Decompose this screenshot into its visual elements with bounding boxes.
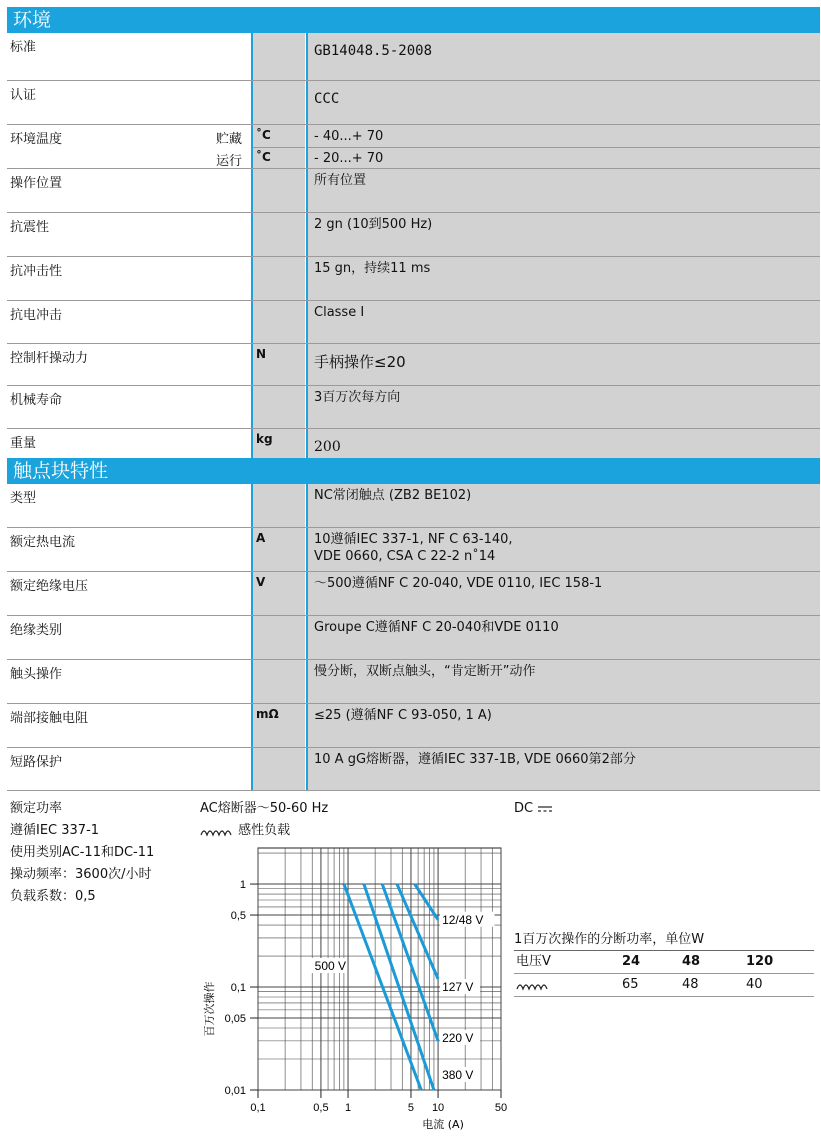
row-unit: A bbox=[251, 528, 305, 571]
power-table-header-cell: 120 bbox=[746, 954, 774, 969]
y-axis-label: 百万次操作 bbox=[203, 981, 216, 1037]
row-label: 控制杆操动力 bbox=[10, 351, 89, 366]
dc-label-text: DC bbox=[514, 801, 534, 816]
sub-value: - 20...+ 70 bbox=[314, 151, 384, 166]
row-value-line: Groupe C遵循NF C 20-040和VDE 0110 bbox=[314, 620, 559, 635]
row-label: 操作位置 bbox=[10, 176, 63, 191]
row-value bbox=[306, 528, 820, 571]
contact-row bbox=[7, 484, 820, 528]
x-tick-label: 10 bbox=[431, 1102, 445, 1114]
row-label: 标准 bbox=[10, 40, 37, 55]
row-label: 认证 bbox=[10, 88, 37, 103]
row-label: 抗电冲击 bbox=[10, 308, 63, 323]
row-value: Classe I bbox=[306, 301, 820, 343]
power-table-cell: 40 bbox=[746, 977, 763, 992]
y-tick-label: 0,01 bbox=[224, 1085, 246, 1097]
row-value bbox=[306, 660, 820, 703]
row-value: CCC bbox=[306, 81, 820, 124]
row-label: 额定热电流 bbox=[10, 535, 76, 550]
row-unit bbox=[251, 257, 305, 300]
row-value bbox=[306, 704, 820, 747]
row-value bbox=[306, 748, 820, 790]
contact-row bbox=[7, 748, 820, 791]
x-tick-label: 5 bbox=[407, 1102, 415, 1114]
y-tick-label: 0,05 bbox=[224, 1013, 246, 1026]
row-value-line: 10 A gG熔断器，遵循IEC 337-1B, VDE 0660第2部分 bbox=[314, 752, 636, 767]
row-value bbox=[306, 484, 820, 527]
row-label: 触头操作 bbox=[10, 667, 63, 682]
power-table-header-cell: 24 bbox=[622, 954, 641, 969]
section-header-environment bbox=[7, 7, 820, 33]
power-table-data-row bbox=[514, 974, 814, 997]
env-row bbox=[7, 386, 820, 429]
rating-line: 使用类别AC-11和DC-11 bbox=[10, 845, 155, 860]
x-tick-label: 50 bbox=[494, 1102, 508, 1114]
x-tick-label: 0,5 bbox=[313, 1102, 329, 1114]
breaking-power-table bbox=[514, 930, 814, 997]
sub-unit: ˚C bbox=[256, 150, 271, 164]
row-label: 类型 bbox=[10, 491, 37, 506]
dc-symbol-icon bbox=[537, 804, 553, 814]
series-label: 127 V bbox=[442, 980, 474, 995]
breaking-life-chart bbox=[195, 840, 510, 1135]
row-label-text: 环境温度 bbox=[10, 132, 63, 147]
series-label: 220 V bbox=[442, 1030, 474, 1045]
row-value: GB14048.5-2008 bbox=[306, 33, 820, 80]
row-value bbox=[306, 572, 820, 615]
power-table-title: 1百万次操作的分断功率，单位W bbox=[514, 930, 814, 951]
rating-line: 遵循IEC 337-1 bbox=[10, 823, 100, 838]
section-title: 触点块特性 bbox=[13, 460, 109, 482]
row-label: 端部接触电阻 bbox=[10, 711, 89, 726]
row-value bbox=[306, 616, 820, 659]
inductive-load-label bbox=[200, 820, 290, 842]
sub-divider bbox=[308, 147, 820, 148]
row-value: 3百万次每方向 bbox=[306, 386, 820, 428]
row-value: 200 bbox=[306, 429, 820, 469]
row-unit bbox=[251, 213, 305, 256]
row-value-line: VDE 0660, CSA C 22-2 n˚14 bbox=[314, 549, 496, 564]
sub-label: 运行 bbox=[215, 154, 242, 169]
sub-label: 贮藏 bbox=[215, 132, 242, 147]
row-unit bbox=[251, 125, 305, 168]
ac-title bbox=[200, 798, 328, 820]
x-axis-label: 电流 (A) bbox=[422, 1118, 464, 1131]
row-value-line: ≤25 (遵循NF C 93-050, 1 A) bbox=[314, 708, 492, 723]
y-tick-label: 0,5 bbox=[230, 910, 246, 923]
row-unit bbox=[251, 81, 305, 124]
row-unit: kg bbox=[251, 429, 305, 469]
rating-text bbox=[10, 798, 154, 908]
row-value: 2 gn (10到500 Hz) bbox=[306, 213, 820, 256]
sub-divider bbox=[253, 147, 305, 148]
y-tick-label: 1 bbox=[239, 879, 246, 892]
inductive-load-text: 感性负载 bbox=[238, 823, 291, 838]
x-tick-label: 0,1 bbox=[250, 1102, 266, 1114]
row-value-line: 〜500遵循NF C 20-040, VDE 0110, IEC 158-1 bbox=[314, 576, 603, 591]
row-value bbox=[306, 125, 820, 168]
series-label: 12/48 V bbox=[442, 912, 484, 927]
env-row bbox=[7, 301, 820, 344]
series-label: 380 V bbox=[442, 1067, 474, 1082]
env-row bbox=[7, 169, 820, 213]
inductive-coil-icon bbox=[516, 974, 550, 996]
section-title: 环境 bbox=[13, 9, 52, 31]
row-unit bbox=[251, 301, 305, 343]
env-row bbox=[7, 33, 820, 81]
row-label bbox=[7, 125, 250, 168]
row-unit bbox=[251, 33, 305, 80]
section-header-contacts bbox=[7, 458, 820, 484]
row-label: 额定绝缘电压 bbox=[10, 579, 89, 594]
series-label: 500 V bbox=[314, 959, 347, 974]
power-table-voltage-label: 电压V bbox=[516, 954, 551, 969]
env-row bbox=[7, 213, 820, 257]
contact-row bbox=[7, 660, 820, 704]
row-label: 短路保护 bbox=[10, 755, 63, 770]
row-unit: mΩ bbox=[251, 704, 305, 747]
row-label: 绝缘类别 bbox=[10, 623, 63, 638]
env-row bbox=[7, 344, 820, 386]
row-unit: N bbox=[251, 344, 305, 385]
row-unit bbox=[251, 386, 305, 428]
rating-line: 负载系数：0,5 bbox=[10, 889, 96, 904]
row-unit bbox=[251, 748, 305, 790]
contact-row bbox=[7, 528, 820, 572]
row-label: 抗震性 bbox=[10, 220, 50, 235]
x-tick-label: 1 bbox=[344, 1102, 352, 1114]
dc-label bbox=[514, 798, 553, 820]
row-unit bbox=[251, 484, 305, 527]
power-table-header-cell: 48 bbox=[682, 954, 701, 969]
inductive-coil-icon bbox=[200, 825, 234, 837]
contact-row bbox=[7, 704, 820, 748]
rating-line: 额定功率 bbox=[10, 801, 63, 816]
row-label: 抗冲击性 bbox=[10, 264, 63, 279]
row-value: 15 gn，持续11 ms bbox=[306, 257, 820, 300]
row-unit bbox=[251, 616, 305, 659]
rating-line: 操动频率：3600次/小时 bbox=[10, 867, 152, 882]
row-value-line: 10遵循IEC 337-1, NF C 63-140, bbox=[314, 532, 513, 547]
row-label: 机械寿命 bbox=[10, 393, 63, 408]
env-row bbox=[7, 257, 820, 301]
row-value: 手柄操作≤20 bbox=[306, 344, 820, 385]
contact-row bbox=[7, 572, 820, 616]
sub-unit: ˚C bbox=[256, 128, 271, 142]
env-row bbox=[7, 81, 820, 125]
contact-row bbox=[7, 616, 820, 660]
y-tick-label: 0,1 bbox=[230, 982, 246, 995]
power-table-cell: 48 bbox=[682, 977, 699, 992]
power-table-header-row bbox=[514, 951, 814, 974]
ac-title-text: AC熔断器〜50-60 Hz bbox=[200, 801, 329, 816]
row-value: 所有位置 bbox=[306, 169, 820, 212]
row-unit bbox=[251, 660, 305, 703]
row-value-line: NC常闭触点 (ZB2 BE102) bbox=[314, 488, 472, 503]
row-unit: V bbox=[251, 572, 305, 615]
power-table-cell: 65 bbox=[622, 977, 639, 992]
sub-value: - 40...+ 70 bbox=[314, 129, 384, 144]
row-value-line: 慢分断，双断点触头，“肯定断开”动作 bbox=[314, 664, 536, 679]
env-row bbox=[7, 125, 820, 169]
row-label: 重量 bbox=[10, 436, 37, 451]
row-unit bbox=[251, 169, 305, 212]
